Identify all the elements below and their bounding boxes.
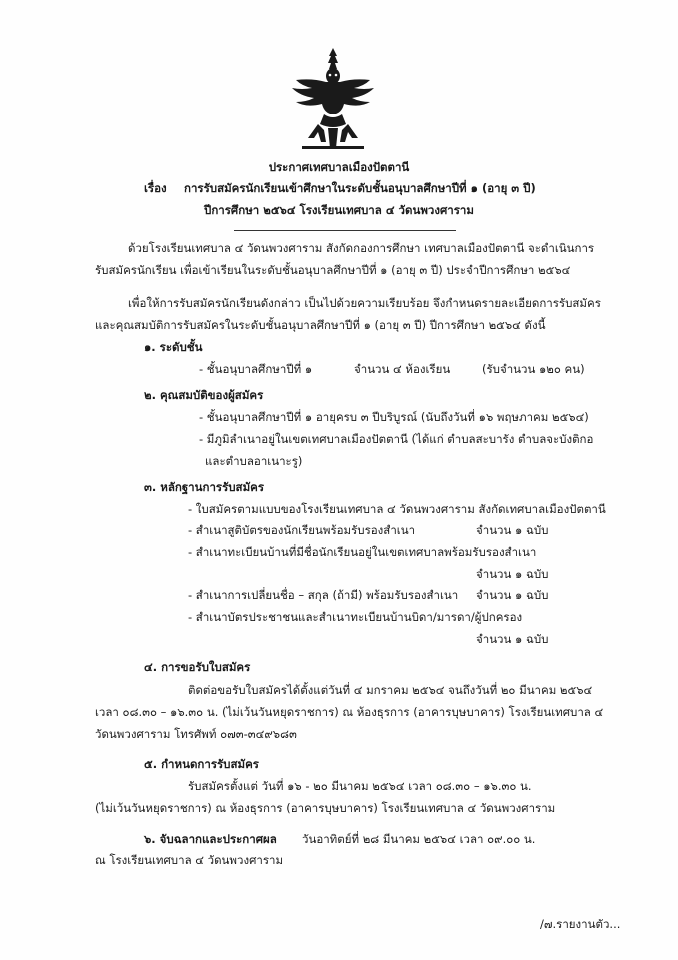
- title-divider: [234, 230, 456, 231]
- announcement-title: ประกาศเทศบาลเมืองปัตตานี: [268, 160, 410, 174]
- s4-line-1: ติดต่อขอรับใบสมัครได้ตั้งแต่วันที่ ๔ มกราคม ๒๕๖๔ จนถึงวันที่ ๒๐ มีนาคม ๒๕๖๔: [188, 683, 593, 697]
- s3-item-4-qty: จำนวน ๑ ฉบับ: [476, 588, 549, 602]
- s3-item-3-qty: จำนวน ๑ ฉบับ: [476, 567, 549, 581]
- s4-line-3: วัดนพวงศาราม โทรศัพท์ ๐๗๓-๓๔๙๖๘๓: [95, 727, 297, 741]
- section-1-heading: ๑. ระดับชั้น: [144, 340, 203, 354]
- subject-text: การรับสมัครนักเรียนเข้าศึกษาในระดับชั้นอนุบาลศึกษาปีที่ ๑ (อายุ ๓ ปี): [184, 181, 536, 195]
- s5-line-1: รับสมัครตั้งแต่ วันที่ ๑๖ - ๒๐ มีนาคม ๒๕๖๔ เวลา ๐๘.๓๐ – ๑๖.๓๐ น.: [188, 779, 532, 793]
- s6-line-1: วันอาทิตย์ที่ ๒๘ มีนาคม ๒๕๖๔ เวลา ๐๙.๐๐ น.: [302, 832, 536, 846]
- s3-item-5: - สำเนาบัตรประชาชนและสำเนาทะเบียนบ้านบิดา/มารดา/ผู้ปกครอง: [188, 610, 523, 624]
- s5-line-2: (ไม่เว้นวันหยุดราชการ) ณ ห้องธุรการ (อาคารบุษบาคาร) โรงเรียนเทศบาล ๔ วัดนพวงศาราม: [95, 801, 556, 815]
- s2-item-1: - ชั้นอนุบาลศึกษาปีที่ ๑ อายุครบ ๓ ปีบริบูรณ์ (นับถึงวันที่ ๑๖ พฤษภาคม ๒๕๖๔): [199, 410, 589, 424]
- subject-line-2: ปีการศึกษา ๒๕๖๔ โรงเรียนเทศบาล ๔ วัดนพวงศาราม: [204, 203, 474, 217]
- intro-p1-line1: ด้วยโรงเรียนเทศบาล ๔ วัดนพวงศาราม สังกัดกองการศึกษา เทศบาลเมืองปัตตานี จะดำเนินการ: [128, 241, 595, 255]
- intro-p2-line2: และคุณสมบัติการรับสมัครในระดับชั้นอนุบาลศึกษาปีที่ ๑ (อายุ ๓ ปี) ปีการศึกษา ๒๕๖๔ ดังนี้: [95, 318, 546, 332]
- intro-p1-line2: รับสมัครนักเรียน เพื่อเข้าเรียนในระดับชั้นอนุบาลศึกษาปีที่ ๑ (อายุ ๓ ปี) ประจำปีการศึกษา ๒๕๖๔: [95, 263, 571, 277]
- s4-line-2: เวลา ๐๘.๓๐ – ๑๖.๓๐ น. (ไม่เว้นวันหยุดราชการ) ณ ห้องธุรการ (อาคารบุษบาคาร) โรงเรียนเทศบาล ๔: [95, 705, 604, 719]
- section-5-heading: ๕. กำหนดการรับสมัคร: [144, 757, 259, 771]
- s2-item-2-line2: และตำบลอาเนาะรู): [205, 454, 303, 468]
- garuda-emblem-icon: [288, 46, 378, 152]
- s3-item-2-qty: จำนวน ๑ ฉบับ: [476, 523, 549, 537]
- s1-capacity: (รับจำนวน ๑๒๐ คน): [482, 362, 585, 376]
- continuation-note: /๗.รายงานตัว...: [540, 917, 621, 931]
- s1-level: - ชั้นอนุบาลศึกษาปีที่ ๑: [199, 362, 313, 376]
- s1-rooms: จำนวน ๔ ห้องเรียน: [354, 362, 451, 376]
- s3-item-4: - สำเนาการเปลี่ยนชื่อ – สกุล (ถ้ามี) พร้อมรับรองสำเนา: [188, 588, 459, 602]
- s6-line-2: ณ โรงเรียนเทศบาล ๔ วัดนพวงศาราม: [95, 853, 284, 867]
- section-4-heading: ๔. การขอรับใบสมัคร: [144, 660, 251, 674]
- s3-item-3: - สำเนาทะเบียนบ้านที่มีชื่อนักเรียนอยู่ในเขตเทศบาลพร้อมรับรองสำเนา: [188, 545, 537, 559]
- s2-item-2-line1: - มีภูมิลำเนาอยู่ในเขตเทศบาลเมืองปัตตานี (ได้แก่ ตำบลสะบารัง ตำบลจะบังติกอ: [199, 432, 594, 446]
- section-6-heading: ๖. จับฉลากและประกาศผล: [144, 832, 277, 846]
- intro-p2-line1: เพื่อให้การรับสมัครนักเรียนดังกล่าว เป็นไปด้วยความเรียบร้อย จึงกำหนดรายละเอียดการรับสมัคร: [128, 296, 601, 310]
- section-3-heading: ๓. หลักฐานการรับสมัคร: [144, 480, 265, 494]
- s3-item-1: - ใบสมัครตามแบบของโรงเรียนเทศบาล ๔ วัดนพวงศาราม สังกัดเทศบาลเมืองปัตตานี: [188, 502, 606, 516]
- s3-item-2: - สำเนาสูติบัตรของนักเรียนพร้อมรับรองสำเนา: [188, 523, 416, 537]
- s3-item-5-qty: จำนวน ๑ ฉบับ: [476, 632, 549, 646]
- section-2-heading: ๒. คุณสมบัติของผู้สมัคร: [144, 388, 264, 402]
- subject-label: เรื่อง: [144, 181, 167, 195]
